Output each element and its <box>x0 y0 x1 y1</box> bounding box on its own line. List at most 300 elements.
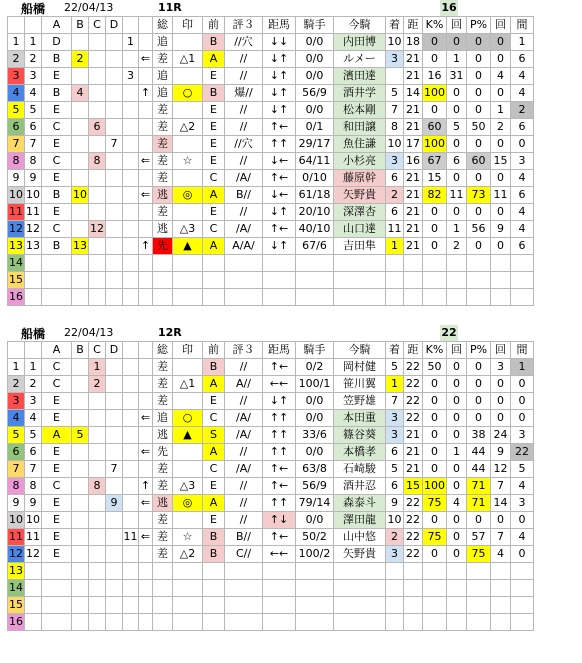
rank-c-cell <box>89 529 106 546</box>
rank-b-cell <box>72 221 89 238</box>
arrow-cell <box>139 255 153 272</box>
kp-cell: 0 <box>423 51 447 68</box>
header-row <box>8 342 534 359</box>
header-arrow <box>139 342 153 359</box>
rank-b-cell <box>72 136 89 153</box>
kai1-cell: 0 <box>447 34 467 51</box>
waku-cell: 13 <box>8 238 25 255</box>
extra-cell <box>123 221 139 238</box>
arrow-cell <box>139 376 153 393</box>
kp-cell: 0 <box>423 393 447 410</box>
mark-cell: △2 <box>173 546 203 563</box>
header-b: B <box>72 342 89 359</box>
pp-cell: 0 <box>467 410 491 427</box>
distance-cell: 21 <box>404 119 423 136</box>
rank-a-cell: E <box>42 529 72 546</box>
style-cell <box>153 272 173 289</box>
table-row <box>8 563 534 580</box>
waku-cell: 14 <box>8 255 25 272</box>
finish-cell <box>386 289 404 306</box>
jockey-cell: 100/2 <box>296 546 334 563</box>
current-jockey-cell: 濱田達 <box>334 68 386 85</box>
hyo3-cell: // <box>225 153 263 170</box>
kai2-cell: 7 <box>491 529 511 546</box>
extra-cell <box>123 136 139 153</box>
arrow-cell: ⇐ <box>139 153 153 170</box>
finish-cell <box>386 580 404 597</box>
arrow-cell <box>139 170 153 187</box>
venue-label: 船橋 <box>21 2 46 16</box>
jockey-cell: 20/10 <box>296 204 334 221</box>
race-date: 22/04/13 <box>64 326 114 339</box>
header-konki: 今騎 <box>334 342 386 359</box>
pp-cell <box>467 563 491 580</box>
rank-c-cell <box>89 512 106 529</box>
rank-b-cell <box>72 478 89 495</box>
jockey-cell: 100/1 <box>296 376 334 393</box>
interval-cell: 1 <box>511 359 534 376</box>
style-cell: 差 <box>153 136 173 153</box>
kyoriba-cell: ↑↑ <box>263 410 296 427</box>
mae-cell: A <box>203 51 225 68</box>
mark-cell <box>173 359 203 376</box>
mae-cell: C <box>203 410 225 427</box>
rank-a-cell: A <box>42 427 72 444</box>
header-kyo: 距 <box>404 17 423 34</box>
kp-cell: 0 <box>423 410 447 427</box>
jockey-cell <box>296 597 334 614</box>
kyoriba-cell: ↓↓ <box>263 34 296 51</box>
current-jockey-cell <box>334 255 386 272</box>
extra-cell <box>123 461 139 478</box>
distance-cell <box>404 272 423 289</box>
current-jockey-cell: 矢野貴 <box>334 187 386 204</box>
arrow-cell: ⇐ <box>139 51 153 68</box>
extra-cell <box>123 393 139 410</box>
mark-cell: △3 <box>173 478 203 495</box>
umaban-cell: 13 <box>25 238 42 255</box>
rank-b-cell <box>72 529 89 546</box>
distance-cell: 16 <box>404 153 423 170</box>
style-cell: 差 <box>153 204 173 221</box>
current-jockey-cell: 和田譲 <box>334 119 386 136</box>
kai2-cell: 12 <box>491 461 511 478</box>
kp-cell: 0 <box>423 444 447 461</box>
interval-cell: 0 <box>511 393 534 410</box>
hyo3-cell: // <box>225 393 263 410</box>
finish-cell <box>386 272 404 289</box>
rank-d-cell <box>106 359 123 376</box>
kp-cell: 0 <box>423 427 447 444</box>
waku-cell: 3 <box>8 68 25 85</box>
umaban-cell: 7 <box>25 136 42 153</box>
rank-a-cell: E <box>42 495 72 512</box>
interval-cell: 3 <box>511 495 534 512</box>
kai2-cell: 0 <box>491 238 511 255</box>
distance-cell: 21 <box>404 427 423 444</box>
rank-d-cell <box>106 170 123 187</box>
style-cell: 逃 <box>153 495 173 512</box>
jockey-cell <box>296 289 334 306</box>
table-row <box>8 255 534 272</box>
waku-cell: 13 <box>8 563 25 580</box>
jockey-cell: 50/2 <box>296 529 334 546</box>
distance-cell: 21 <box>404 170 423 187</box>
umaban-cell: 8 <box>25 153 42 170</box>
kai1-cell <box>447 563 467 580</box>
current-jockey-cell: 酒井忍 <box>334 478 386 495</box>
pp-cell: 0 <box>467 393 491 410</box>
kai1-cell: 0 <box>447 204 467 221</box>
rank-a-cell: E <box>42 393 72 410</box>
current-jockey-cell: 内田博 <box>334 34 386 51</box>
kai2-cell: 0 <box>491 376 511 393</box>
mae-cell <box>203 255 225 272</box>
rank-a-cell: B <box>42 187 72 204</box>
interval-cell <box>511 563 534 580</box>
extra-cell <box>123 376 139 393</box>
rank-a-cell <box>42 580 72 597</box>
finish-cell: 8 <box>386 119 404 136</box>
rank-b-cell <box>72 170 89 187</box>
umaban-cell: 6 <box>25 119 42 136</box>
kai2-cell: 15 <box>491 153 511 170</box>
finish-cell <box>386 614 404 631</box>
pp-cell: 0 <box>467 359 491 376</box>
kp-cell: 0 <box>423 221 447 238</box>
rank-c-cell <box>89 410 106 427</box>
umaban-cell: 3 <box>25 393 42 410</box>
arrow-cell: ↑ <box>139 238 153 255</box>
mark-cell <box>173 34 203 51</box>
kyoriba-cell: ←← <box>263 546 296 563</box>
rank-d-cell: 7 <box>106 461 123 478</box>
hyo3-cell: A// <box>225 376 263 393</box>
rank-c-cell <box>89 563 106 580</box>
mae-cell: B <box>203 359 225 376</box>
rank-d-cell <box>106 376 123 393</box>
kai2-cell: 0 <box>491 410 511 427</box>
kp-cell: 75 <box>423 529 447 546</box>
header-x <box>123 17 139 34</box>
kp-cell: 0 <box>423 238 447 255</box>
distance-cell <box>404 580 423 597</box>
header-kai2: 回 <box>491 17 511 34</box>
waku-cell: 1 <box>8 34 25 51</box>
header-konki: 今騎 <box>334 17 386 34</box>
pp-cell: 56 <box>467 221 491 238</box>
pp-cell <box>467 272 491 289</box>
mark-cell <box>173 170 203 187</box>
mae-cell: B <box>203 529 225 546</box>
hyo3-cell: // <box>225 68 263 85</box>
waku-cell: 11 <box>8 204 25 221</box>
style-cell: 差 <box>153 102 173 119</box>
table-row <box>8 51 534 68</box>
kai1-cell <box>447 255 467 272</box>
arrow-cell <box>139 359 153 376</box>
kyoriba-cell: ↑← <box>263 359 296 376</box>
pp-cell <box>467 614 491 631</box>
umaban-cell <box>25 580 42 597</box>
rank-c-cell <box>89 136 106 153</box>
style-cell: 先 <box>153 238 173 255</box>
mae-cell: E <box>203 153 225 170</box>
rank-b-cell <box>72 102 89 119</box>
pp-cell: 0 <box>467 68 491 85</box>
finish-cell <box>386 563 404 580</box>
kyoriba-cell: ↑← <box>263 529 296 546</box>
pp-cell: 60 <box>467 153 491 170</box>
rank-a-cell: B <box>42 238 72 255</box>
interval-cell: 4 <box>511 529 534 546</box>
current-jockey-cell: 矢野貴 <box>334 546 386 563</box>
umaban-cell <box>25 289 42 306</box>
style-cell: 追 <box>153 410 173 427</box>
hyo3-cell: C// <box>225 546 263 563</box>
waku-cell: 10 <box>8 187 25 204</box>
hyo3-cell: A/A/ <box>225 238 263 255</box>
waku-cell: 9 <box>8 495 25 512</box>
finish-cell: 2 <box>386 187 404 204</box>
header-arrow <box>139 17 153 34</box>
header-umaban <box>25 342 42 359</box>
pp-cell: 38 <box>467 427 491 444</box>
race-number: 11R <box>158 1 182 14</box>
kp-cell <box>423 272 447 289</box>
extra-cell <box>123 289 139 306</box>
umaban-cell: 7 <box>25 461 42 478</box>
jockey-cell: 0/0 <box>296 102 334 119</box>
kai1-cell: 0 <box>447 85 467 102</box>
umaban-cell: 5 <box>25 427 42 444</box>
extra-cell <box>123 153 139 170</box>
finish-cell: 6 <box>386 444 404 461</box>
interval-cell: 22 <box>511 444 534 461</box>
current-jockey-cell: 本田重 <box>334 410 386 427</box>
rank-d-cell <box>106 204 123 221</box>
arrow-cell <box>139 427 153 444</box>
jockey-cell <box>296 580 334 597</box>
kp-cell: 0 <box>423 461 447 478</box>
extra-cell <box>123 614 139 631</box>
pp-cell: 73 <box>467 187 491 204</box>
distance-cell: 17 <box>404 136 423 153</box>
finish-cell: 5 <box>386 461 404 478</box>
distance-cell: 21 <box>404 187 423 204</box>
mark-cell <box>173 68 203 85</box>
rank-d-cell <box>106 444 123 461</box>
distance-cell: 21 <box>404 221 423 238</box>
waku-cell: 9 <box>8 170 25 187</box>
kyoriba-cell <box>263 597 296 614</box>
table-row <box>8 68 534 85</box>
kai2-cell: 7 <box>491 478 511 495</box>
rank-c-cell <box>89 102 106 119</box>
arrow-cell: ⇐ <box>139 187 153 204</box>
current-jockey-cell <box>334 597 386 614</box>
rank-c-cell <box>89 580 106 597</box>
header-kishu: 騎手 <box>296 17 334 34</box>
finish-cell: 3 <box>386 546 404 563</box>
rank-c-cell <box>89 546 106 563</box>
header-a: A <box>42 17 72 34</box>
waku-cell: 16 <box>8 289 25 306</box>
kai1-cell <box>447 580 467 597</box>
mark-cell: △1 <box>173 51 203 68</box>
jockey-cell: 29/17 <box>296 136 334 153</box>
distance-cell <box>404 563 423 580</box>
mae-cell <box>203 272 225 289</box>
rank-d-cell <box>106 597 123 614</box>
rank-a-cell: E <box>42 546 72 563</box>
race-block-11r <box>0 0 582 306</box>
distance-cell: 22 <box>404 410 423 427</box>
arrow-cell: ⇐ <box>139 495 153 512</box>
distance-cell: 22 <box>404 495 423 512</box>
table-row <box>8 529 534 546</box>
finish-cell <box>386 68 404 85</box>
kai2-cell <box>491 597 511 614</box>
table-row <box>8 580 534 597</box>
arrow-cell: ↑ <box>139 85 153 102</box>
style-cell: 差 <box>153 359 173 376</box>
umaban-cell: 5 <box>25 102 42 119</box>
rank-c-cell <box>89 272 106 289</box>
rank-a-cell: E <box>42 136 72 153</box>
interval-cell <box>511 272 534 289</box>
mark-cell: ▲ <box>173 238 203 255</box>
hyo3-cell: B// <box>225 187 263 204</box>
interval-cell: 3 <box>511 153 534 170</box>
kai1-cell <box>447 597 467 614</box>
pp-cell <box>467 580 491 597</box>
interval-cell: 0 <box>511 376 534 393</box>
header-c: C <box>89 17 106 34</box>
mae-cell: C <box>203 170 225 187</box>
jockey-cell: 0/0 <box>296 393 334 410</box>
finish-cell: 1 <box>386 238 404 255</box>
rank-b-cell <box>72 546 89 563</box>
table-row <box>8 204 534 221</box>
kai2-cell: 0 <box>491 170 511 187</box>
rank-c-cell <box>89 393 106 410</box>
kyoriba-cell: ↑← <box>263 170 296 187</box>
table-row <box>8 187 534 204</box>
waku-cell: 14 <box>8 580 25 597</box>
kp-cell <box>423 614 447 631</box>
umaban-cell: 9 <box>25 170 42 187</box>
kai1-cell: 2 <box>447 238 467 255</box>
finish-cell: 3 <box>386 51 404 68</box>
current-jockey-cell: 山口達 <box>334 221 386 238</box>
pp-cell: 0 <box>467 238 491 255</box>
distance-cell: 21 <box>404 204 423 221</box>
kai1-cell: 0 <box>447 461 467 478</box>
kai1-cell: 0 <box>447 529 467 546</box>
pp-cell: 0 <box>467 34 491 51</box>
interval-cell: 3 <box>511 427 534 444</box>
extra-cell <box>123 255 139 272</box>
pp-cell: 0 <box>467 51 491 68</box>
kyoriba-cell: ↓↑ <box>263 51 296 68</box>
hyo3-cell: /A/ <box>225 410 263 427</box>
kai1-cell <box>447 289 467 306</box>
extra-cell: 3 <box>123 68 139 85</box>
jockey-cell: 0/0 <box>296 512 334 529</box>
mark-cell: ☆ <box>173 153 203 170</box>
interval-cell: 0 <box>511 136 534 153</box>
style-cell: 逃 <box>153 221 173 238</box>
kai2-cell: 0 <box>491 136 511 153</box>
umaban-cell: 10 <box>25 187 42 204</box>
mark-cell <box>173 614 203 631</box>
mark-cell: △2 <box>173 119 203 136</box>
mae-cell: E <box>203 136 225 153</box>
rank-b-cell: 13 <box>72 238 89 255</box>
arrow-cell <box>139 68 153 85</box>
kyoriba-cell: ←← <box>263 376 296 393</box>
kai2-cell: 2 <box>491 119 511 136</box>
table-row <box>8 461 534 478</box>
rank-c-cell <box>89 187 106 204</box>
rank-c-cell <box>89 68 106 85</box>
mae-cell: E <box>203 204 225 221</box>
kyoriba-cell: ↑↑ <box>263 427 296 444</box>
distance-cell <box>404 614 423 631</box>
kyoriba-cell: ↑← <box>263 461 296 478</box>
interval-cell: 0 <box>511 546 534 563</box>
hyo3-cell: /A/ <box>225 461 263 478</box>
kai1-cell: 1 <box>447 51 467 68</box>
umaban-cell: 12 <box>25 546 42 563</box>
rank-a-cell: B <box>42 85 72 102</box>
table-row <box>8 512 534 529</box>
header-d: D <box>106 17 123 34</box>
current-jockey-cell: 藤原幹 <box>334 170 386 187</box>
kai2-cell: 24 <box>491 427 511 444</box>
style-cell <box>153 614 173 631</box>
kai1-cell: 0 <box>447 376 467 393</box>
finish-cell <box>386 255 404 272</box>
rank-c-cell: 1 <box>89 359 106 376</box>
jockey-cell: 0/1 <box>296 119 334 136</box>
header-kishu: 騎手 <box>296 342 334 359</box>
current-jockey-cell: 澤田龍 <box>334 512 386 529</box>
jockey-cell: 0/0 <box>296 51 334 68</box>
arrow-cell: ↑ <box>139 478 153 495</box>
kyoriba-cell: ↑← <box>263 119 296 136</box>
mae-cell <box>203 289 225 306</box>
rank-b-cell <box>72 461 89 478</box>
waku-cell: 8 <box>8 478 25 495</box>
table-row <box>8 136 534 153</box>
header-hyo3: 評３ <box>225 17 263 34</box>
current-jockey-cell <box>334 563 386 580</box>
extra-cell <box>123 51 139 68</box>
style-cell: 差 <box>153 546 173 563</box>
pp-cell: 0 <box>467 136 491 153</box>
race-block-12r <box>0 325 582 663</box>
header-aida: 間 <box>511 342 534 359</box>
interval-cell: 1 <box>511 34 534 51</box>
waku-cell: 7 <box>8 136 25 153</box>
rank-d-cell <box>106 546 123 563</box>
waku-cell: 11 <box>8 529 25 546</box>
current-jockey-cell: 篠谷葵 <box>334 427 386 444</box>
distance-cell: 21 <box>404 51 423 68</box>
umaban-cell: 11 <box>25 529 42 546</box>
